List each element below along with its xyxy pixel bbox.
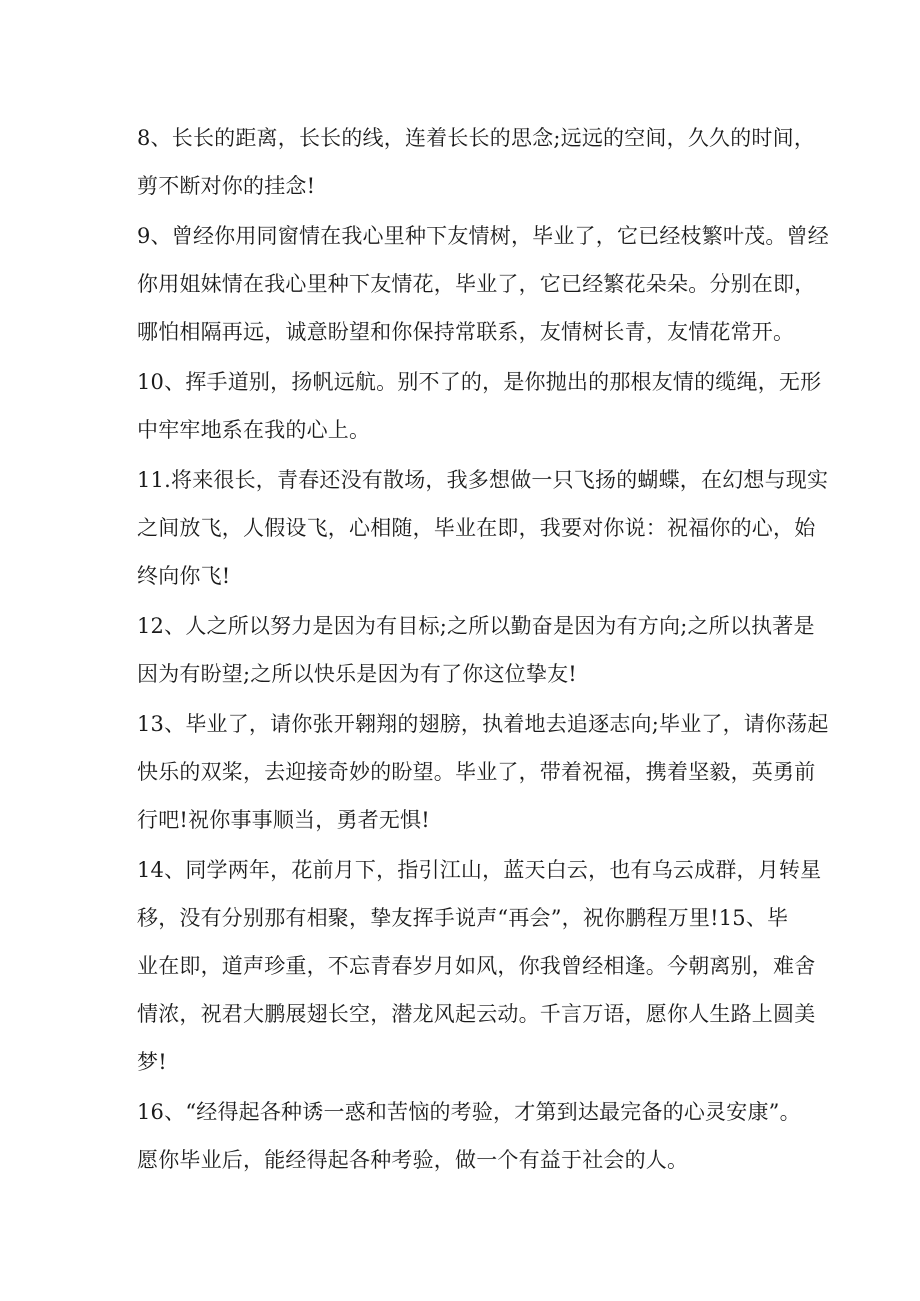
paragraph bbox=[137, 1088, 801, 1184]
paragraph-line: 16、“经得起各种诱一惑和苦恼的考验，才第到达最完备的心灵安康”。 bbox=[137, 1100, 801, 1124]
paragraph bbox=[137, 212, 829, 356]
paragraph-line: 你用姐妹情在我心里种下友情花，毕业了，它已经繁花朵朵。分别在即， bbox=[137, 272, 816, 296]
paragraph bbox=[137, 114, 816, 210]
paragraph-line: 之间放飞，人假设飞，心相随，毕业在即，我要对你说：祝福你的心，始 bbox=[137, 516, 816, 540]
paragraph-line: 10、挥手道别，扬帆远航。别不了的，是你抛出的那根友情的缆绳，无形 bbox=[137, 370, 822, 394]
paragraph-line: 愿你毕业后，能经得起各种考验，做一个有益于社会的人。 bbox=[137, 1148, 689, 1172]
paragraph-line: 9、曾经你用同窗情在我心里种下友情树，毕业了，它已经枝繁叶茂。曾经 bbox=[137, 224, 829, 248]
paragraph-line: 因为有盼望;之所以快乐是因为有了你这位挚友! bbox=[137, 662, 577, 686]
paragraph-line: 剪不断对你的挂念! bbox=[137, 174, 316, 198]
paragraph-line: 行吧!祝你事事顺当，勇者无惧! bbox=[137, 808, 430, 832]
document-body bbox=[137, 114, 829, 1186]
paragraph-line: 8、长长的距离，长长的线，连着长长的思念;远远的空间，久久的时间， bbox=[137, 126, 816, 150]
paragraph-line: 11.将来很长，青春还没有散场，我多想做一只飞扬的蝴蝶，在幻想与现实 bbox=[137, 468, 829, 492]
paragraph bbox=[137, 358, 822, 454]
paragraph bbox=[137, 456, 829, 600]
paragraph bbox=[137, 700, 829, 844]
paragraph-line: 中牢牢地系在我的心上。 bbox=[137, 418, 371, 442]
paragraph-line: 移，没有分别那有相聚，挚友挥手说声“再会”，祝你鹏程万里!15、毕 bbox=[137, 906, 789, 930]
paragraph-line: 12、人之所以努力是因为有目标;之所以勤奋是因为有方向;之所以执著是 bbox=[137, 614, 815, 638]
paragraph-line: 梦! bbox=[137, 1050, 167, 1074]
paragraph bbox=[137, 846, 822, 1086]
paragraph-line: 终向你飞! bbox=[137, 564, 231, 588]
paragraph-line: 情浓，祝君大鹏展翅长空，潜龙风起云动。千言万语，愿你人生路上圆美 bbox=[137, 1002, 816, 1026]
paragraph-line: 14、同学两年，花前月下，指引江山，蓝天白云，也有乌云成群，月转星 bbox=[137, 858, 822, 882]
paragraph-line: 快乐的双桨，去迎接奇妙的盼望。毕业了，带着祝福，携着坚毅，英勇前 bbox=[137, 760, 816, 784]
paragraph-line: 哪怕相隔再远，诚意盼望和你保持常联系，友情树长青，友情花常开。 bbox=[137, 320, 795, 344]
paragraph bbox=[137, 602, 815, 698]
paragraph-line: 业在即，道声珍重，不忘青春岁月如风，你我曾经相逢。今朝离别，难舍 bbox=[137, 954, 816, 978]
paragraph-line: 13、毕业了，请你张开翱翔的翅膀，执着地去追逐志向;毕业了，请你荡起 bbox=[137, 712, 829, 736]
